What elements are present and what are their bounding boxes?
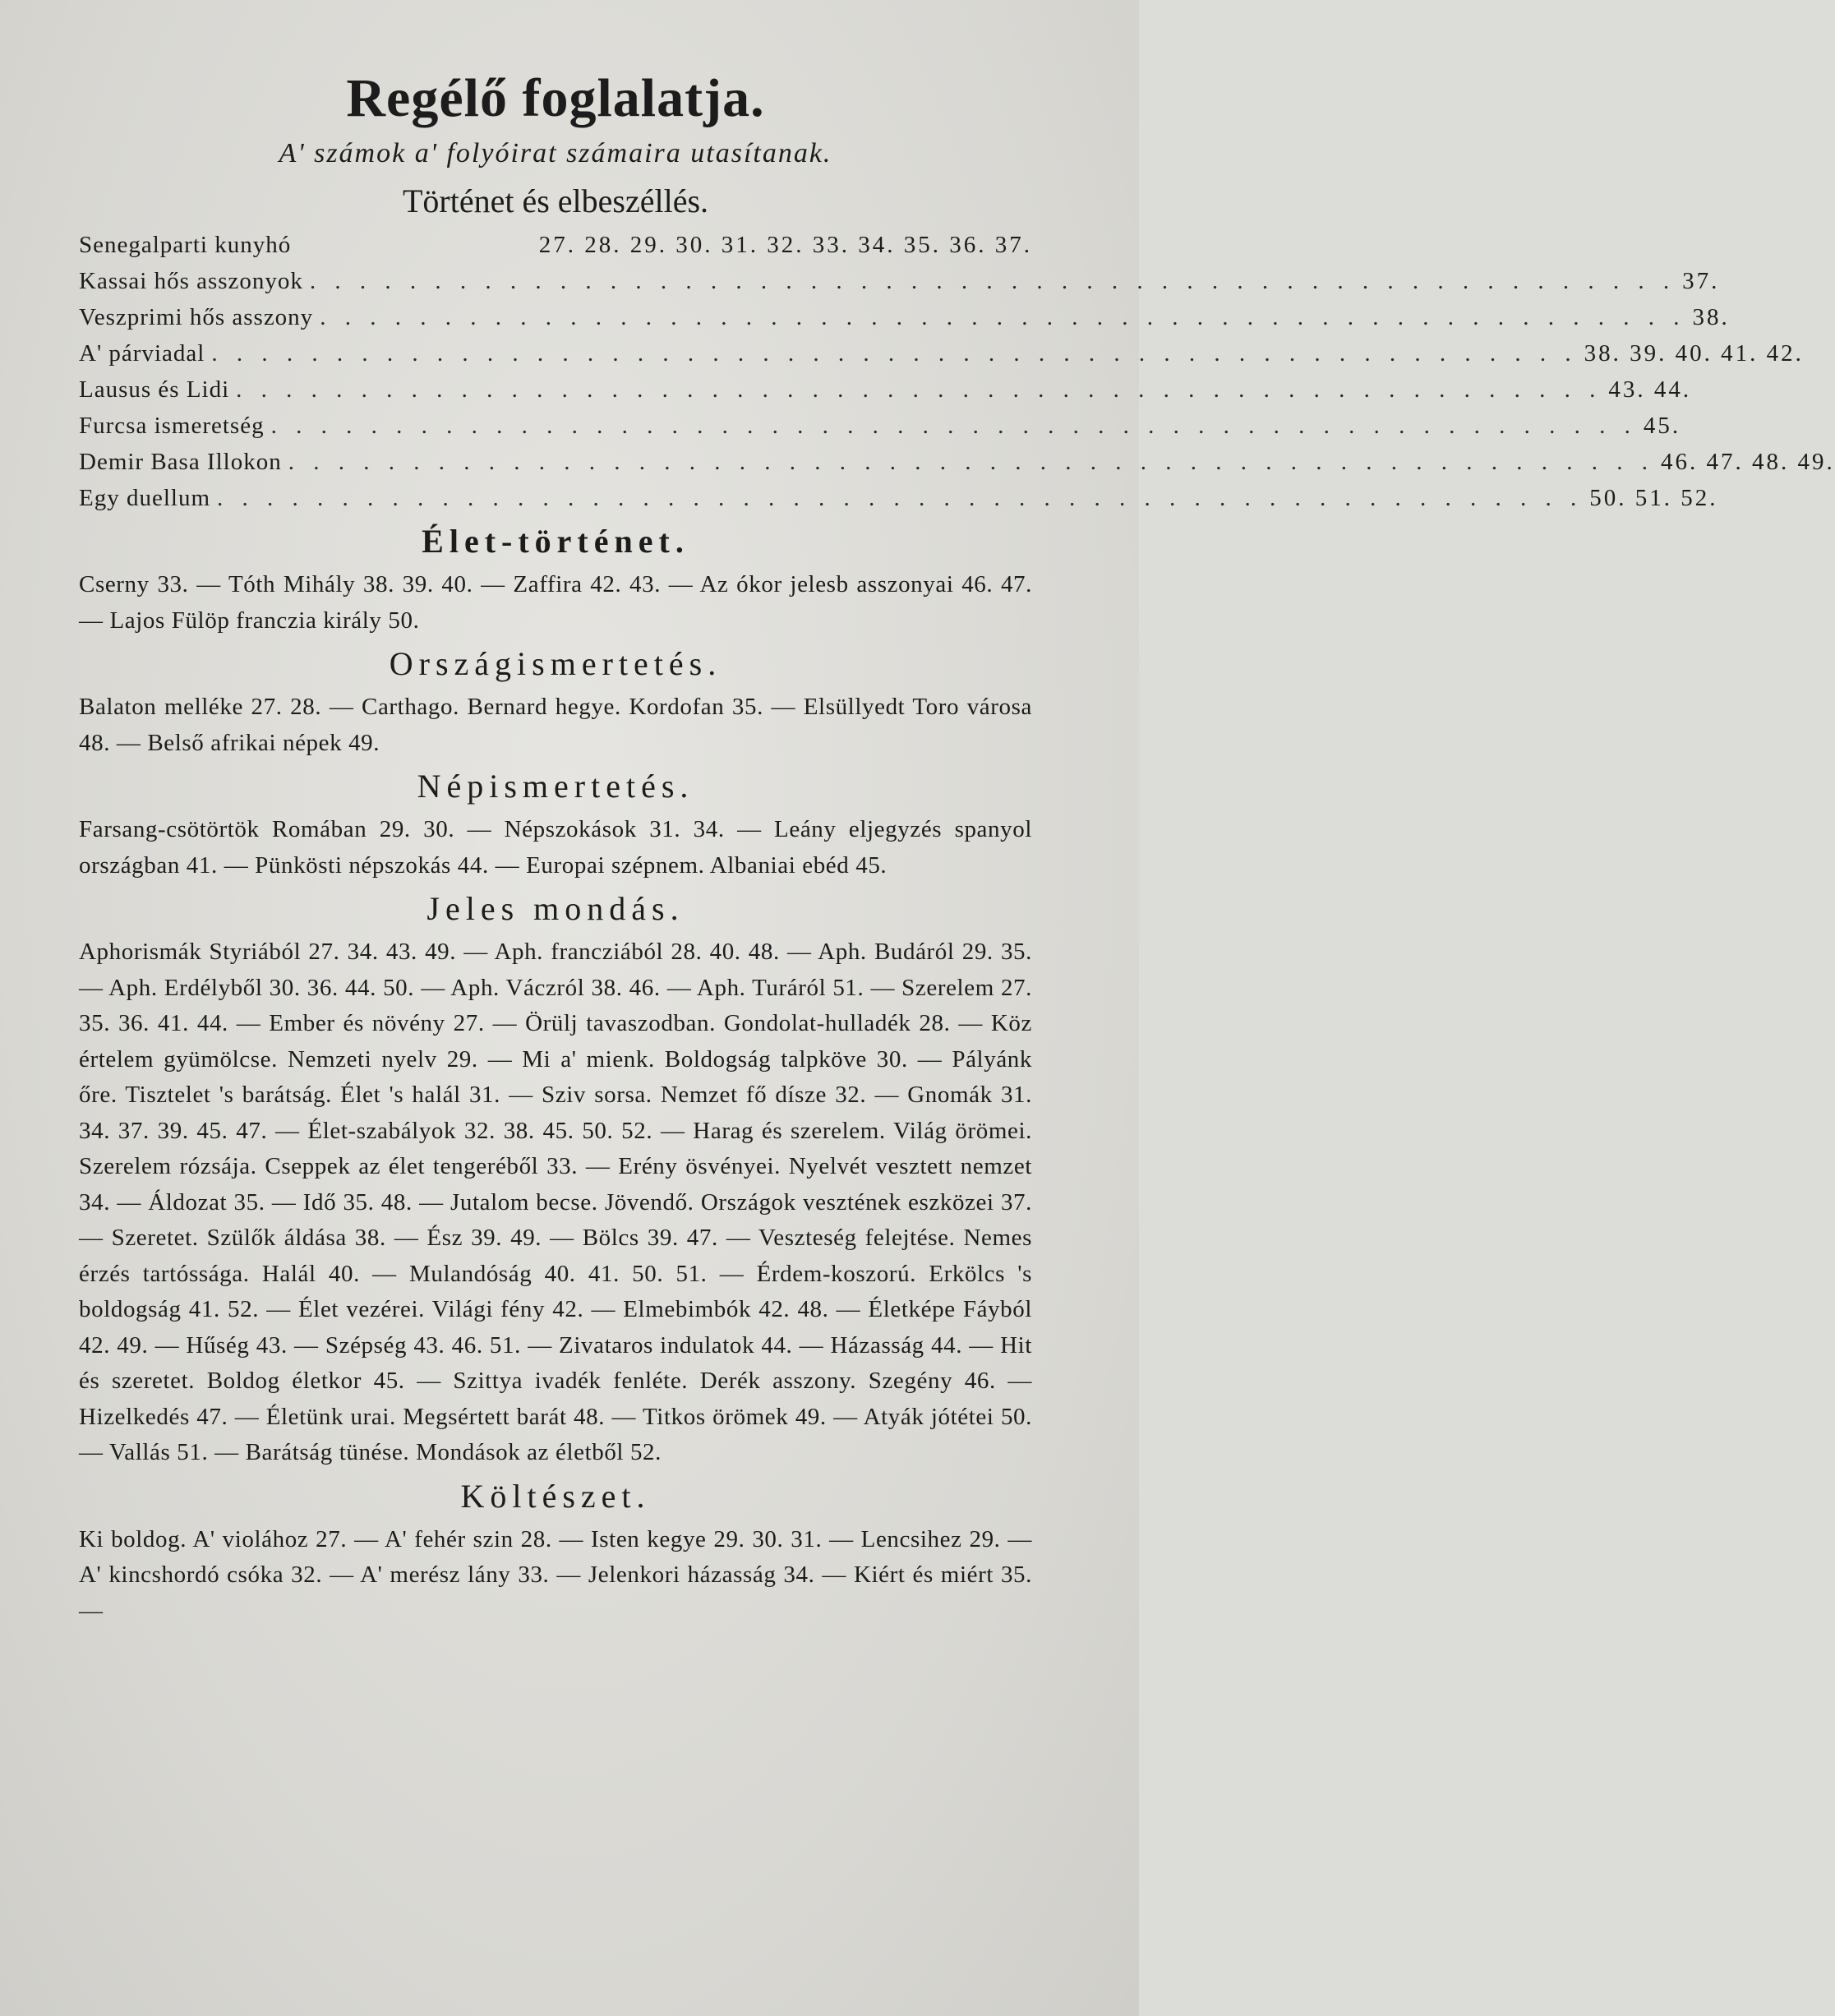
toc-leader: . . . . . . . . . . . . . . . . . . . . . . . . . . . . . . . . . . . . . . . . . . . . . . . . . . . . . . . [270, 413, 1637, 439]
toc-entry-pages: 38. [1692, 304, 1730, 330]
toc-entry-title: Kassai hős asszonyok [79, 268, 303, 294]
toc-entry-pages: 38. 39. 40. 41. 42. [1584, 340, 1804, 367]
section-text-orszagismertetes: Balaton melléke 27. 28. — Carthago. Bernard hegye. Kordofan 35. — Elsüllyedt Toro városa 48. — Belső afrikai népek 49. [79, 694, 1032, 756]
document-content [79, 64, 1835, 1629]
toc-leader: . . . . . . . . . . . . . . . . . . . . . . . . . . . . . . . . . . . . . . . . . . . . . . . . . . . . . . . [217, 485, 1584, 511]
section-heading-nepismertetes: Népismertetés. [417, 768, 694, 805]
toc-entry-pages: 50. 51. 52. [1589, 485, 1718, 511]
toc-row [79, 444, 1835, 480]
section-text-elettortenet: Cserny 33. — Tóth Mihály 38. 39. 40. — Zaffira 42. 43. — Az ókor jelesb asszonyai 46. 47. — Lajos Fülöp franczia király 50. [79, 571, 1032, 634]
toc-entry-title: Veszprimi hős asszony [79, 304, 314, 330]
toc-row [79, 371, 1692, 408]
toc-entry-title: Senegalparti kunyhó [79, 232, 292, 258]
toc-row [79, 408, 1681, 444]
toc-row [79, 299, 1730, 335]
section-heading-tortenet: Történet és elbeszéllés. [402, 182, 709, 219]
section-text-kolteszet: Ki boldog. A' violához 27. — A' fehér szin 28. — Isten kegye 29. 30. 31. — Lencsihez 29. — A' kincshordó csóka 32. — A' merész lány 33. — Jelenkori házasság 34. — Kiért és miért 35. — [79, 1525, 1032, 1624]
toc-entry-pages: 43. 44. [1608, 376, 1692, 403]
toc-entry-title: Furcsa ismeretség [79, 413, 265, 439]
section-heading-jelesmondas: Jeles mondás. [426, 890, 685, 927]
toc-row [79, 263, 1720, 299]
page-title: Regélő foglalatja. [346, 68, 765, 128]
toc-entry-pages: 27. 28. 29. 30. 31. 32. 33. 34. 35. 36. 37. [538, 232, 1032, 258]
section-heading-kolteszet: Költészet. [460, 1477, 651, 1515]
toc-entry-title: Lausus és Lidi [79, 376, 230, 403]
toc-leader: . . . . . . . . . . . . . . . . . . . . . . . . . . . . . . . . . . . . . . . . . . . . . . . . . . . . . . . [211, 340, 1578, 367]
section-text-nepismertetes: Farsang-csötörtök Romában 29. 30. — Népszokások 31. 34. — Leány eljegyzés spanyol országban 41. — Pünkösti népszokás 44. — Europai szépnem. Albaniai ebéd 45. [79, 816, 1032, 879]
toc-row [79, 335, 1804, 371]
section-heading-elettortenet: Élet-történet. [422, 523, 689, 560]
section-text-jelesmondas: Aphorismák Styriából 27. 34. 43. 49. — Aph. francziából 28. 40. 48. — Aph. Budáról 29. 35. — Aph. Erdélyből 30. 36. 44. 50. — Aph. Váczról 38. 46. — Aph. Turáról 51. — Szerelem 27. 35. 36. 41. 44. — Ember és növény 27. — Örülj tavaszodban. Gondolat-hulladék 28. — Köz értelem gyümölcse. Nemzeti nyelv 29. — Mi a' mienk. Boldogság talpköve 30. — Pályánk őre. Tisztelet 's barátság. Élet 's halál 31. — Sziv sorsa. Nemzet fő dísze 32. — Gnomák 31. 34. 37. 39. 45. 47. — Élet-szabályok 32. 38. 45. 50. 52. — Harag és szerelem. Világ örömei. Szerelem rózsája. Cseppek az élet tengeréből 33. — Erény ösvényei. Nyelvét vesztett nemzet 34. — Áldozat 35. — Idő 35. 48. — Jutalom becse. Jövendő. Országok vesztének eszközei 37. — Szeretet. Szülők áldása 38. — Ész 39. 49. — Bölcs 39. 47. — Veszteség felejtése. Nemes érzés tartóssága. Halál 40. — Mulandóság 40. 41. 50. 51. — Érdem-koszorú. Erkölcs 's boldogság 41. 52. — Élet vezérei. Világi fény 42. — Elmebimbók 42. 48. — Életképe Fáyból 42. 49. — Hűség 43. — Szépség 43. 46. 51. — Zivataros indulatok 44. — Házasság 44. — Hit és szeretet. Boldog életkor 45. — Szittya ivadék fenléte. Derék asszony. Szegény 46. — Hizelkedés 47. — Életünk urai. Megsértett barát 48. — Titkos örömek 49. — Atyák jótétei 50. — Vallás 51. — Barátság tünése. Mondások az életből 52. [79, 939, 1032, 1465]
toc-leader: . . . . . . . . . . . . . . . . . . . . . . . . . . . . . . . . . . . . . . . . . . . . . . . . . . . . . . . [236, 376, 1602, 403]
toc-leader: . . . . . . . . . . . . . . . . . . . . . . . . . . . . . . . . . . . . . . . . . . . . . . . . . . . . . . . [288, 449, 1654, 475]
toc-leader: . . . . . . . . . . . . . . . . . . . . . . . . . . . . . . . . . . . . . . . . . . . . . . . . . . . . . . . [320, 304, 1686, 330]
toc-row [79, 480, 1718, 516]
toc-list [79, 227, 1835, 516]
toc-row [79, 227, 1032, 263]
toc-entry-title: Demir Basa Illokon [79, 449, 282, 475]
toc-entry-pages: 46. 47. 48. 49. [1660, 449, 1835, 475]
toc-entry-title: Egy duellum [79, 485, 211, 511]
toc-leader: . . . . . . . . . . . . . . . . . . . . . . . . . . . . . . . . . . . . . . . . . . . . . . . . . . . . . . . [309, 268, 1676, 294]
page-subtitle: A' számok a' folyóirat számaira utasítanak. [279, 138, 832, 168]
toc-entry-title: A' párviadal [79, 340, 205, 367]
toc-entry-pages: 45. [1643, 413, 1681, 439]
toc-entry-pages: 37. [1682, 268, 1720, 294]
section-heading-orszagismertetes: Országismertetés. [389, 645, 722, 682]
